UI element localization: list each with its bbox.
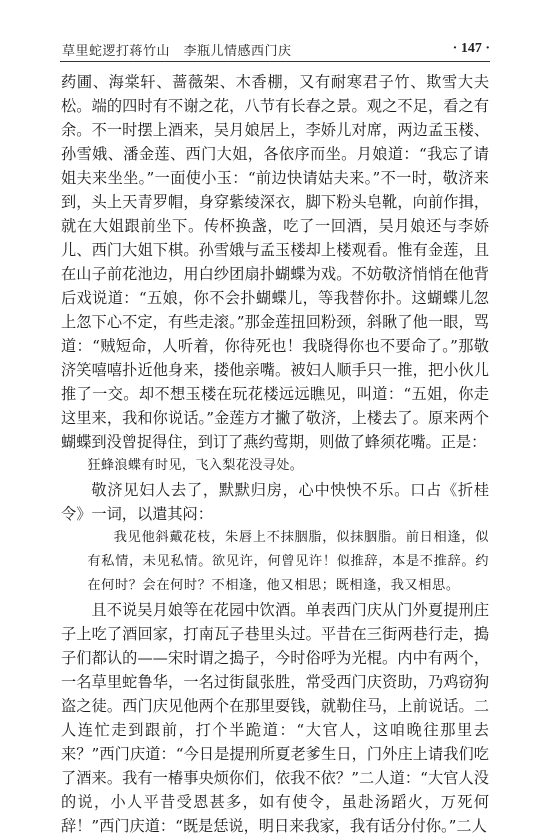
header-rule xyxy=(60,61,490,62)
body-text xyxy=(61,70,489,838)
poem-text: 我见他斜戴花枝，朱唇上不抹胭脂，似抹胭脂。前日相逢，似有私情，未见私情。欲见许，何曾见许！似推辞，本是不推辞。约在何时？会在何时？不相逢，他又相思；既相逢，我又相思。 xyxy=(87,530,489,593)
chapter-title: 草里蛇逻打蒋竹山 李瓶儿情感西门庆 xyxy=(62,43,292,59)
paragraph: 且不说吴月娘等在花园中饮酒。单表西门庆从门外夏提刑庄子上吃了酒回家，打南瓦子巷里头过。平昔在三街两巷行走，搗子们都认的——宋时谓之搗子，今时俗呼为光棍。内中有两个，一名草里蛇鲁华，一名过街鼠张胜，常受西门庆资助，乃鸡窃狗盗之徒。西门庆见他两个在那里耍钱，就勒住马，上前说话。二人连忙走到跟前，打个半跪道：“大官人，这咱晚往那里去来？”西门庆道：“今日是提刑所夏老爹生日，门外庄上请我们吃了酒来。我有一椿事央烦你们，依我不依？”二人道：“大官人没的说，小人平昔受恩甚多，如有使令，虽赴汤蹈火，万死何辞！”西门庆道：“既是恁说，明日来我家，我有话分付你。”二人 xyxy=(61,601,489,835)
ci-poem xyxy=(61,526,489,598)
page-number: · 147 · xyxy=(452,41,490,56)
paragraph: 敬济见妇人去了，默默归房，心中怏怏不乐。口占《折桂令》一词，以遣其闷： xyxy=(61,481,489,523)
verse-couplet: 狂蜂浪蝶有时见，飞入梨花没寻处。 xyxy=(87,458,304,473)
running-header xyxy=(62,40,490,58)
paragraph: 药圃、海棠轩、蔷薇架、木香棚，又有耐寒君子竹、欺雪大夫松。端的四时有不谢之花，八节有长春之景。观之不足，看之有余。不一时摆上酒来，吴月娘居上，李娇儿对席，两边孟玉楼、孙雪娥、潘金莲、西门大姐，各依序而坐。月娘道：“我忘了请姐夫来坐坐。”一面使小玉：“前边快请姑夫来。”不一时，敬济来到，头上天青罗帽，身穿紫绫深衣，脚下粉头皂靴，向前作揖，就在大姐跟前坐下。传杯换盏，吃了一回酒，吴月娘还与李娇儿、西门大姐下棋。孙雪娥与孟玉楼却上楼观看。惟有金莲，且在山子前花池边，用白纱团扇扑蝴蝶为戏。不妨敬济悄悄在他背后戏说道：“五娘，你不会扑蝴蝶儿，等我替你扑。这蝴蝶儿忽上忽下心不定，有些走滚。”那金莲扭回粉颈，斜瞅了他一眼，骂道：“贼短命，人听着，你待死也！我晓得你也不要命了。”那敬济笑嘻嘻扑近他身来，搂他亲嘴。被妇人顺手只一推，把小伙儿推了一交。却不想玉楼在玩花楼远远瞧见，叫道：“五姐，你走这里来，我和你说话。”金莲方才撇了敬济，上楼去了。原来两个蝴蝶到没曾捉得住，到订了燕约莺期，则做了蜂须花嘴。正是： xyxy=(61,73,489,451)
